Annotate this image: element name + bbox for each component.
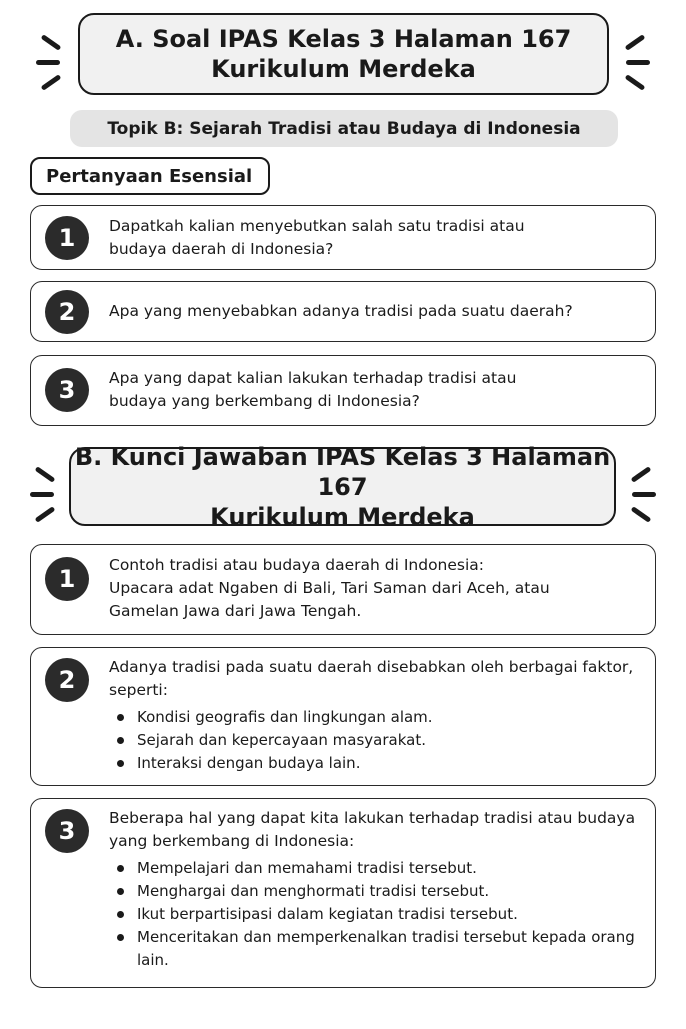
section-b-title-line1: B. Kunci Jawaban IPAS Kelas 3 Halaman 167 xyxy=(74,442,611,501)
answer-card-2 xyxy=(30,647,656,786)
list-item: Interaksi dengan budaya lain. xyxy=(109,752,643,775)
list-item: Sejarah dan kepercayaan masyarakat. xyxy=(109,729,643,752)
list-item: Mempelajari dan memahami tradisi tersebut. xyxy=(109,857,643,880)
list-item: Menghargai dan menghormati tradisi tersebut. xyxy=(109,880,643,903)
section-a-title-line1: A. Soal IPAS Kelas 3 Halaman 167 xyxy=(115,25,572,53)
answer-heading: Adanya tradisi pada suatu daerah disebabkan oleh berbagai faktor, seperti: xyxy=(109,658,634,699)
list-item: Ikut berpartisipasi dalam kegiatan tradisi tersebut. xyxy=(109,903,643,926)
topic-banner: Topik B: Sejarah Tradisi atau Budaya di Indonesia xyxy=(70,110,618,147)
answer-bullet-list xyxy=(109,857,643,972)
list-item: Menceritakan dan memperkenalkan tradisi tersebut kepada orang lain. xyxy=(109,926,643,972)
question-card-3 xyxy=(30,355,656,426)
section-b-title-line2: Kurikulum Merdeka xyxy=(210,502,475,531)
essential-questions-tag: Pertanyaan Esensial xyxy=(30,157,270,195)
answer-text xyxy=(109,807,643,972)
question-number-badge: 2 xyxy=(45,290,89,334)
answer-bullet-list xyxy=(109,706,643,775)
question-card-1 xyxy=(30,205,656,270)
answer-heading: Contoh tradisi atau budaya daerah di Indonesia: xyxy=(109,556,485,574)
answer-body: Upacara adat Ngaben di Bali, Tari Saman dari Aceh, atau Gamelan Jawa dari Jawa Tengah. xyxy=(109,579,550,620)
list-item: Kondisi geografis dan lingkungan alam. xyxy=(109,706,643,729)
answer-card-3 xyxy=(30,798,656,988)
question-number-badge: 3 xyxy=(45,368,89,412)
answer-card-1 xyxy=(30,544,656,635)
question-text: Apa yang dapat kalian lakukan terhadap tradisi atau budaya yang berkembang di Indonesia? xyxy=(109,369,517,410)
answer-heading: Beberapa hal yang dapat kita lakukan terhadap tradisi atau budaya yang berkembang di Indonesia: xyxy=(109,809,636,850)
answer-text xyxy=(109,656,643,775)
answer-number-badge: 1 xyxy=(45,557,89,601)
section-b-title xyxy=(69,442,616,531)
answer-number-badge: 3 xyxy=(45,809,89,853)
question-text: Dapatkah kalian menyebutkan salah satu tradisi atau budaya daerah di Indonesia? xyxy=(109,217,525,258)
question-text: Apa yang menyebabkan adanya tradisi pada suatu daerah? xyxy=(109,302,573,320)
section-a-title xyxy=(78,13,609,95)
answer-text xyxy=(109,554,599,623)
question-number-badge: 1 xyxy=(45,216,89,260)
question-card-2 xyxy=(30,281,656,342)
answer-number-badge: 2 xyxy=(45,658,89,702)
section-a-title-line2: Kurikulum Merdeka xyxy=(211,55,476,83)
